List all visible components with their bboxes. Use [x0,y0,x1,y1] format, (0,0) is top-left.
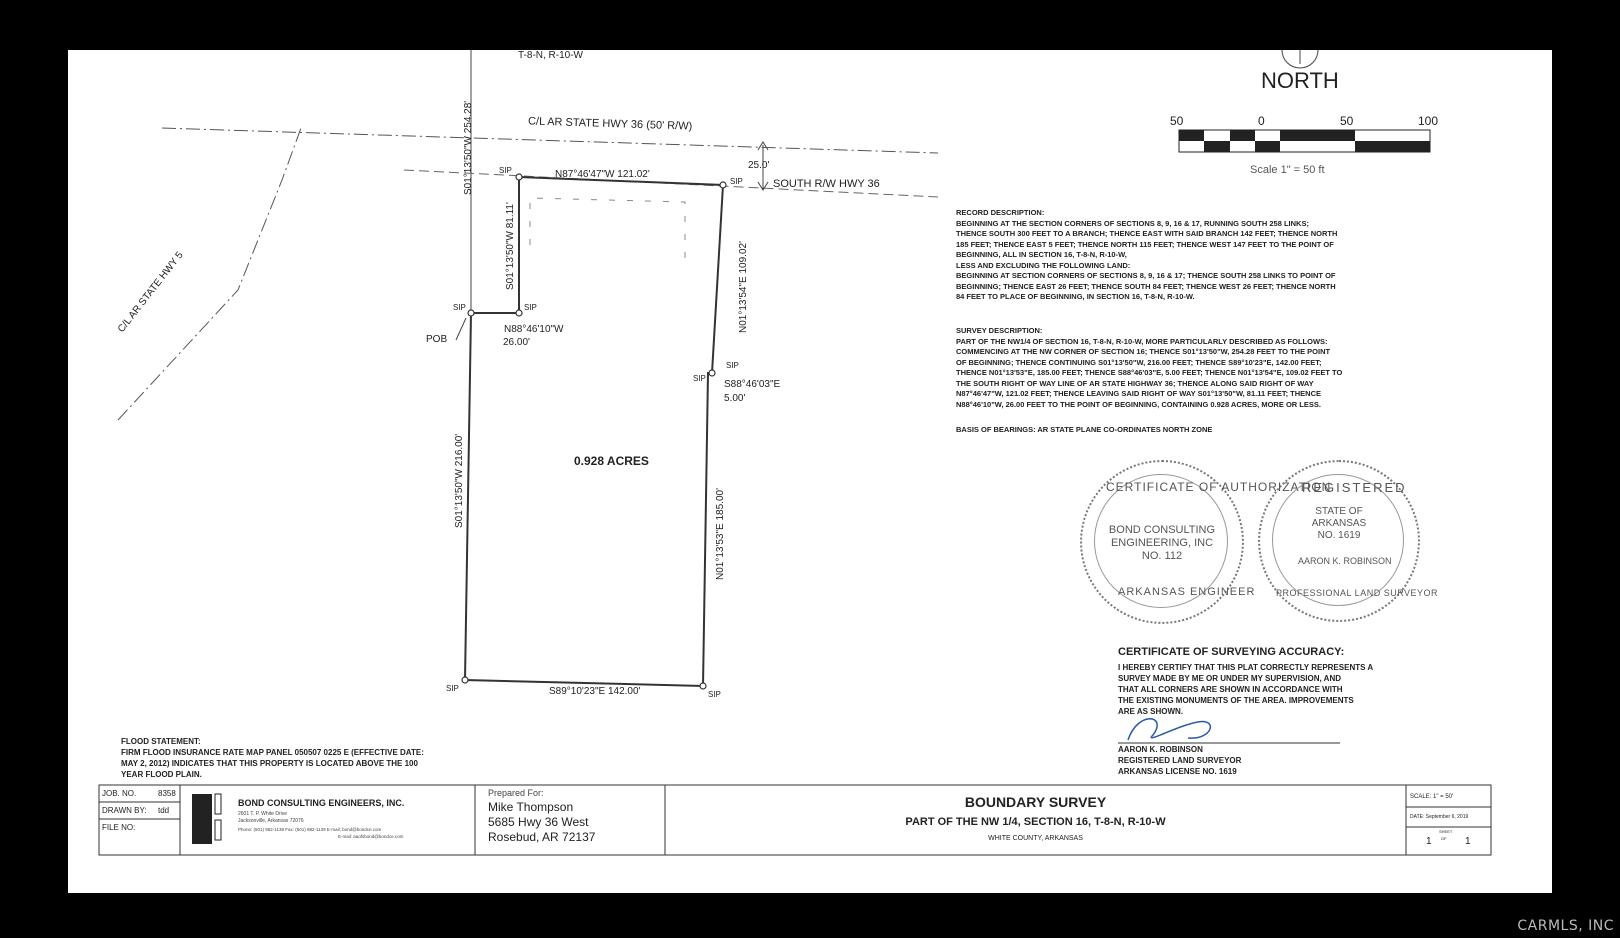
seal-auth-ring-bottom: ARKANSAS ENGINEER [1118,586,1256,598]
sip-label: SIP [730,177,743,186]
authorization-seal [1080,460,1332,624]
hwy36-centerline [162,128,938,153]
certificate-body: I HEREBY CERTIFY THAT THIS PLAT CORRECTLY REPRESENTS A SURVEY MADE BY ME OR UNDER MY SUPERVISION, AND THAT ALL CORNERS ARE SHOWN IN ACCORDANCE WITH THE EXISTING MONUMENTS OF THE AREA. IMPROVEMENTS ARE AS SHOWN. [1118,663,1374,716]
basis-of-bearings: BASIS OF BEARINGS: AR STATE PLANE CO-ORDINATES NORTH ZONE [956,425,1213,434]
sip-label: SIP [446,684,459,693]
east-lower-call: N01°13'53"E 185.00' [715,488,726,580]
company-email: E-mail: aaofsbond@bondce.com [338,834,404,839]
south-rw-label: SOUTH R/W HWY 36 [773,178,880,190]
north-label: NORTH [1261,68,1339,93]
sip-label: SIP [693,374,706,383]
drawn-by-label: DRAWN BY: [102,806,147,815]
record-description: RECORD DESCRIPTION: BEGINNING AT THE SECTION CORNERS OF SECTIONS 8, 9, 16 & 17, RUNNING SOUTH 258 LINKS; THENCE SOUTH 300 FEET TO A BRANCH; THENCE EAST WITH SAID BRANCH 142 FEET; THENCE NORTH 185 FEET; THENCE EAST 5 FEET; THENCE NORTH 115 FEET; THENCE WEST 147 FEET TO THE POINT OF BEGINNING, ALL IN SECTION 16, T-8-N, R-10-W, LESS AND EXCLUDING THE FOLLOWING LAND: BEGINNING AT SECTION CORNERS OF SECTIONS 8, 9, 16 & 17; THENCE SOUTH 258 LINKS TO POINT OF BEGINNING; THENCE EAST 26 FEET; THENCE SOUTH 84 FEET; THENCE WEST 26 FEET; THENCE NORTH 84 FEET TO PLACE OF BEGINNING, IN SECTION 16, T-8-N, R-10-W. [956,208,1338,301]
building-outline [530,198,685,266]
acreage-label: 0.928 ACRES [574,454,649,468]
scale-tick-0: 0 [1258,114,1265,128]
survey-description: SURVEY DESCRIPTION: PART OF THE NW1/4 OF SECTION 16, T-8-N, R-10-W, MORE PARTICULARLY DESCRIBED AS FOLLOWS: COMMENCING AT THE NW CORNER OF SECTION 16; THENCE S01°13'50"W, 254.28 FEET TO THE POINT OF BEGINNING; THENCE CONTINUING S01°13'50"W, 216.00 FEET; THENCE S89°10'23"E, 142.00 FEET; THENCE N01°13'53"E, 185.00 FEET; THENCE S88°46'03"E, 5.00 FEET; THENCE N01°13'54"E, 109.02 FEET TO THE SOUTH RIGHT OF WAY LINE OF AR STATE HIGHWAY 36; THENCE ALONG SAID RIGHT OF WAY N87°46'47"W, 121.02 FEET; THENCE LEAVING SAID RIGHT OF WAY S01°13'50"W, 81.11 FEET; THENCE N88°46'10"W, 26.00 FEET TO THE POINT OF BEGINNING, CONTAINING 0.928 ACRES, MORE OR LESS. [956,326,1343,409]
pob-label: POB [426,334,448,345]
jog-call-2: S88°46'03"E [724,379,781,390]
signature-scribble [1128,719,1210,740]
jog-dist-1: 26.00' [503,337,530,348]
prepared-for-label: Prepared For: [488,788,544,798]
seal-auth-center: BOND CONSULTING ENGINEERING, INC NO. 112 [1108,524,1216,562]
scale-bar-graphic [1179,130,1430,152]
surveyor-seal [1258,460,1439,622]
company-address: 2601 T. P. White Drive Jacksonville, Arkansas 72076 [238,811,304,824]
seal-surveyor-ring-top: REGISTERED [1302,480,1407,495]
seal-surveyor-name: AARON K. ROBINSON [1298,556,1392,566]
bottom-boundary-call: S89°10'23"E 142.00' [549,686,641,697]
pob-leader [456,318,466,340]
survey-title: BOUNDARY SURVEY [964,794,1107,810]
seal-surveyor-ring-bottom: PROFESSIONAL LAND SURVEYOR [1276,588,1439,598]
company-name: BOND CONSULTING ENGINEERS, INC. [238,798,405,808]
certificate-title: CERTIFICATE OF SURVEYING ACCURACY: [1118,646,1345,658]
sip-label: SIP [453,303,466,312]
scale-tick-100: 100 [1418,114,1439,128]
survey-subtitle: PART OF THE NW 1/4, SECTION 16, T-8-N, R-10-W [905,816,1166,828]
file-no-label: FILE NO: [102,823,136,832]
watermark: CARMLS, INC [1517,918,1614,934]
top-boundary-call: N87°46'47"W 121.02' [555,169,650,180]
inner-west-call: S01°13'50"W 81.11' [505,202,516,290]
client-address-2: Rosebud, AR 72137 [488,830,596,844]
job-no-label: JOB. NO. [102,789,137,798]
jog-dist-2: 5.00' [724,393,746,404]
survey-pins [462,174,726,689]
rw-offset-label: 25.0' [748,160,770,171]
hwy5-centerline [118,128,301,420]
sip-label: SIP [726,361,739,370]
scale-tick-50-right: 50 [1340,114,1354,128]
date-box-label: DATE: September 6, 2019 [1410,814,1469,820]
sheet-label: SHEET [1439,829,1453,834]
sip-label: SIP [499,166,512,175]
sip-label: SIP [524,303,537,312]
scale-box-label: SCALE: 1" = 50' [1410,794,1454,800]
county-label: WHITE COUNTY, ARKANSAS [988,835,1083,842]
east-upper-call: N01°13'54"E 109.02' [738,241,749,333]
client-name: Mike Thompson [488,800,574,814]
jog-call-1: N88°46'10"W [504,324,564,335]
survey-sheet [68,50,1552,893]
west-lower-call: S01°13'50"W 216.00' [454,433,465,528]
seal-surveyor-center: STATE OF ARKANSAS NO. 1619 [1311,506,1367,541]
sheet-total: 1 [1465,836,1471,847]
company-contact: Phone: (501) 982-1138 Fax: (501) 982-1139 E-mail: bond@bondce.com [238,827,382,832]
sheet-number: 1 [1426,836,1432,847]
sip-label: SIP [708,690,721,699]
road-label-hwy5: C/L AR STATE HWY 5 [116,249,186,335]
parcel-boundary [465,177,723,686]
scale-caption: Scale 1" = 50 ft [1250,164,1325,176]
township-range-label: T-8-N, R-10-W [518,50,583,61]
road-label-hwy36: C/L AR STATE HWY 36 (50' R/W) [527,115,693,133]
west-tie-call: S01°13'50"W 254.28' [463,100,474,195]
sheet-of-label: OF [1441,836,1447,841]
job-no-value: 8358 [158,789,176,798]
client-address-1: 5685 Hwy 36 West [488,815,589,829]
certificate-signer: AARON K. ROBINSON REGISTERED LAND SURVEYOR ARKANSAS LICENSE NO. 1619 [1118,745,1242,776]
flood-statement: FLOOD STATEMENT: FIRM FLOOD INSURANCE RATE MAP PANEL 050507 0225 E (EFFECTIVE DATE: MAY 2, 2012) INDICATES THAT THIS PROPERTY IS LOCATED ABOVE THE 100 YEAR FLOOD PLAIN. [121,737,424,779]
drawn-by-value: tdd [158,806,170,815]
scale-tick-50-left: 50 [1170,114,1184,128]
seal-auth-ring-top: CERTIFICATE OF AUTHORIZATION [1106,480,1332,494]
company-logo-graphic [192,794,221,844]
